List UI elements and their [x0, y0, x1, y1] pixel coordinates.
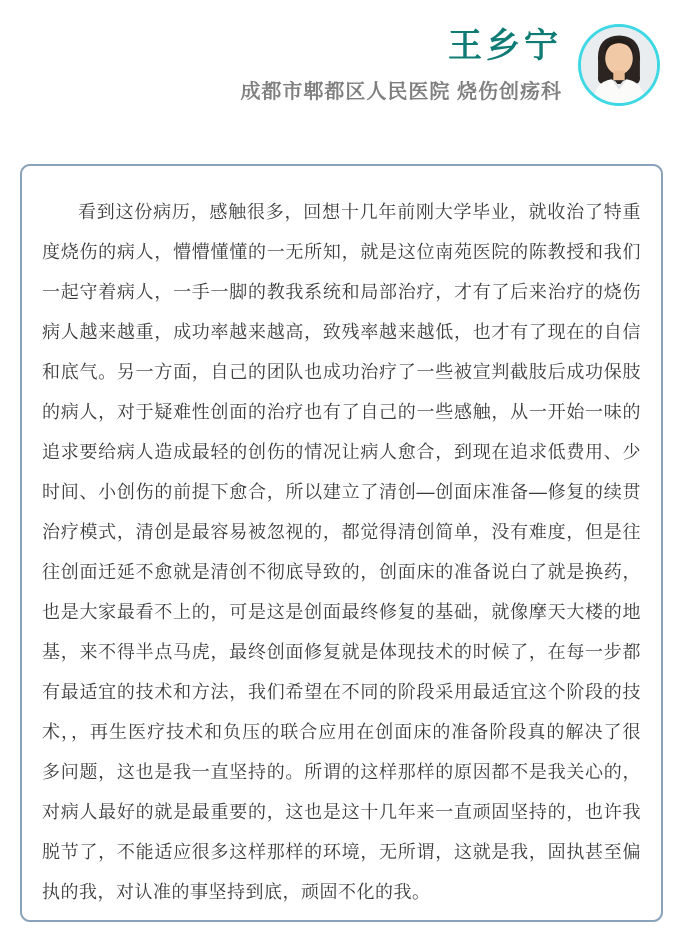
testimonial-paragraph: 看到这份病历，感触很多，回想十几年前刚大学毕业，就收治了特重度烧伤的病人，懵懵懂懂的一无所知，就是这位南苑医院的陈教授和我们一起守着病人，一手一脚的教我系统和局部治疗，才有了后来治疗的烧伤病人越来越重，成功率越来越高，致残率越来越低，也才有了现在的自信和底气。另一方面，自己的团队也成功治疗了一些被宣判截肢后成功保肢的病人，对于疑难性创面的治疗也有了自己的一些感触，从一开始一味的追求要给病人造成最轻的创伤的情况让病人愈合，到现在追求低费用、少时间、小创伤的前提下愈合，所以建立了清创—创面床准备—修复的续贯治疗模式，清创是最容易被忽视的，都觉得清创简单，没有难度，但是往往创面迁延不愈就是清创不彻底导致的，创面床的准备说白了就是换药，也是大家最看不上的，可是这是创面最终修复的基础，就像摩天大楼的地基，来不得半点马虎，最终创面修复就是体现技术的时候了，在每一步都有最适宜的技术和方法，我们希望在不同的阶段采用最适宜这个阶段的技术，，再生医疗技术和负压的联合应用在创面床的准备阶段真的解决了很多问题，这也是我一直坚持的。所谓的这样那样的原因都不是我关心的，对病人最好的就是最重要的，这也是这十几年来一直顽固坚持的，也许我脱节了，不能适应很多这样那样的环境，无所谓，这就是我，固执甚至偏执的我，对认准的事坚持到底，顽固不化的我。: [42, 202, 641, 902]
author-hospital-department: 成都市郫都区人民医院 烧伤创疡科: [240, 80, 562, 103]
avatar-illustration: [581, 27, 657, 103]
author-info: [240, 26, 562, 104]
author-header: [240, 24, 660, 106]
doctor-avatar-image: [578, 24, 660, 106]
testimonial-speech-bubble: [20, 164, 663, 922]
speech-bubble-notch-fill: [533, 164, 565, 168]
author-name: 王乡宁: [448, 27, 562, 66]
